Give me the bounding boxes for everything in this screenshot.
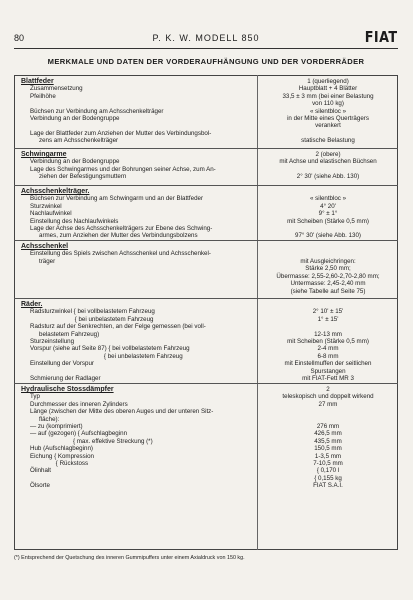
column-divider [257,75,258,550]
spec-label: Lage des Schwingarmes und der Bohrungen seiner Achse, zum An- [30,165,216,173]
spec-value: Untermasse: 2,45-2,40 mm [290,280,366,288]
spec-value: 426,5 mm [314,430,342,438]
spec-label: armes, zum Anziehen der Mutter des Verbindungsbolzens [39,232,198,240]
section-divider [14,298,398,299]
spec-value: mit Ausgleichringen: [300,258,356,265]
spec-value: verankert [315,122,341,130]
spec-label: Büchsen zur Verbindung am Achsschenkelträger [30,107,164,115]
spec-label: Einstellung der Vorspur [30,360,94,368]
spec-value: mit Scheiben (Stärke 0,5 mm) [287,338,369,345]
spec-label: Länge (zwischen der Mitte des oberen Auges und der unteren Sitz- [30,408,214,416]
spec-label: Zusammensetzung [30,85,83,93]
spec-value: « silentbloc » [309,107,347,115]
spec-label: Nachlaufwinkel [30,210,72,218]
spec-value: 150,5 mm [314,445,342,453]
spec-label: belastetem Fahrzeug) [39,330,100,338]
spec-label: zens am Achsschenkelträger [39,137,119,145]
spec-value: 4° 20' [320,202,336,210]
section-title: Blattfeder [21,78,54,85]
section-divider [14,383,398,384]
spec-label: Ölsorte [30,482,50,490]
page-number: 80 [14,33,25,43]
spec-value: 2° 10' ± 15' [312,308,344,316]
spec-label: Radsturzwinkel { bei vollbelastetem Fahrzeug [30,308,155,316]
spec-value: Spurstangen [310,367,346,375]
section-divider [14,185,398,186]
section-title: Hydraulische Stossdämpfer [21,386,114,393]
spec-label: Verbindung an der Bodengruppe [30,115,120,123]
spec-label: Sturzeinstellung [30,338,75,346]
spec-value: 7-10,5 mm [313,460,343,468]
spec-label: Schmierung der Radlager [30,375,101,383]
section-title: Achsschenkelträger. [21,188,90,195]
spec-label: Lage der Achse des Achsschenkelträgers zur Ebene des Schwing- [30,225,213,233]
spec-label: { Rückstoss [30,460,89,468]
section-divider [14,240,398,241]
spec-label: ziehen der Befestigungsmuttern [39,173,127,181]
spec-label: { max. effektive Streckung (*) [30,437,153,445]
fiat-logo: FIAT [365,28,398,46]
spec-value: 2° 30' (siehe Abb. 130) [296,173,360,181]
spec-value: 2-4 mm [317,345,339,353]
spec-label: Verbindung an der Bodengruppe [30,158,120,166]
spec-value: 2 (obere) [315,151,341,158]
spec-value: 97° 30' (siehe Abb. 130) [295,232,361,240]
spec-label: — auf (gezogen) { Aufschlagbeginn [30,430,128,438]
spec-value: 2 [326,386,330,393]
spec-label: Einstellung des Spiels zwischen Achsschenkel und Achsschenkel- [30,250,211,258]
spec-value: 276 mm [316,423,340,430]
spec-value: in der Mitte eines Querträgers [287,115,369,123]
document-title: MERKMALE UND DATEN DER VORDERAUFHÄNGUNG UND DER VORDERRÄDER [47,57,365,66]
spec-value: « silentbloc » [309,195,347,203]
spec-label: Eichung { Kompression [30,452,94,460]
spec-label: { bei unbelastetem Fahrzeug [30,352,183,360]
spec-label: Lage der Blattfeder zum Anziehen der Mutter des Verbindungsbol- [30,129,212,137]
footnote: (*) Entsprechend der Quetschung des inneren Gummipuffers unter einem Axialdruck von 150 kg. [14,555,245,561]
spec-label: Vorspur (siehe auf Seite 87) { bei vollbelastetem Fahrzeug [30,345,190,353]
spec-label: Sturzwinkel [30,202,62,210]
spec-value: teleskopisch und doppelt wirkend [282,393,374,401]
spec-value: Hauptblatt + 4 Blätter [298,85,358,93]
spec-value: 1-3,5 mm [314,452,342,460]
running-title: P. K. W. MODELL 850 [152,33,260,43]
spec-value: 12-13 mm [314,330,342,338]
spec-value: mit Einstellmuffen der seitlichen [284,360,372,368]
spec-value: mit Achse und elastischen Büchsen [279,158,377,166]
spec-label: Pfeilhöhe [30,92,56,100]
spec-value: 27 mm [318,400,338,408]
spec-label: Durchmesser des inneren Zylinders [30,400,128,408]
page-header [14,30,398,46]
spec-value: 9° ± 1° [318,210,338,218]
spec-value: mit Scheiben (Stärke 0,5 mm) [287,217,369,225]
spec-label: träger [39,257,56,265]
section-title: Achsschenkel [21,243,69,250]
section-divider [14,148,398,149]
spec-label: Hub (Aufschlagbeginn) [30,445,93,453]
spec-label: Radsturz auf der Senkrechten, an der Felge gemessen (bei voll- [30,323,206,331]
spec-value: von 110 kg) [312,100,344,108]
spec-label: — zu (komprimiert) [30,423,83,431]
section-title: Schwingarme [21,151,67,158]
spec-value: { 0,170 l [316,467,340,475]
header-rule [14,48,398,49]
spec-value: 1° ± 15' [317,315,339,323]
spec-label: Ölinhalt [30,467,51,475]
spec-value: 1 (querliegend) [307,78,349,85]
spec-value: 33,5 ± 3 mm (bei einer Belastung [282,92,374,100]
spec-value: 435,5 mm [314,437,342,445]
spec-value: statische Belastung [301,137,355,145]
section-title: Räder. [21,301,43,308]
spec-label: Typ [30,393,40,401]
spec-value: mit FIAT-Fett MR 3 [302,375,354,383]
spec-value: Übermasse: 2,55-2,60-2,70-2,80 mm; [276,272,380,280]
spec-value: { 0,155 kg [314,474,342,482]
spec-label: fläche): [39,415,60,423]
spec-value: Stärke 2,50 mm; [305,265,351,273]
spec-label: Büchsen zur Verbindung am Schwingarm und an der Blattfeder [30,195,204,203]
spec-value: 6-8 mm [317,352,339,360]
spec-label: Einstellung des Nachlaufwinkels [30,217,119,225]
spec-value: (siehe Tabelle auf Seite 75) [290,287,366,295]
spec-value: FIAT S.A.I. [313,482,343,490]
spec-label: { bei unbelastetem Fahrzeug [30,315,154,323]
